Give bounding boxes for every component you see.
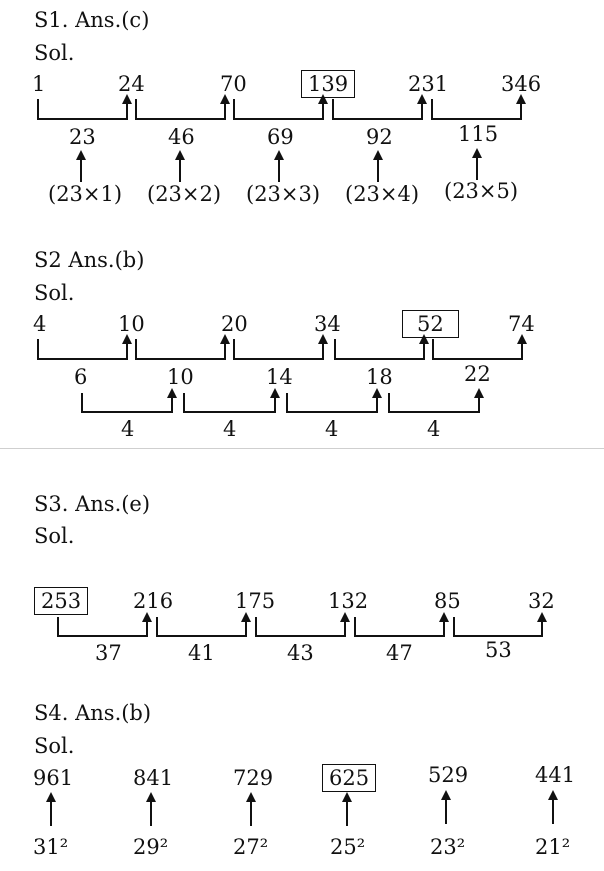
s4-term-6: 441 <box>535 763 576 787</box>
s1-factor-1: (23×1) <box>48 182 123 206</box>
s1-diff-4: 92 <box>366 125 393 149</box>
s2-sol-label: Sol. <box>34 281 75 305</box>
s4-square-arrows <box>46 790 558 826</box>
s2-second-diff-2: 4 <box>223 417 237 441</box>
s3-term-4: 132 <box>328 589 369 613</box>
s2-title: S2 Ans.(b) <box>34 248 145 272</box>
s3-term-6: 32 <box>528 589 555 613</box>
s1-term-1: 1 <box>32 72 46 96</box>
s4-title: S4. Ans.(b) <box>34 701 152 725</box>
s2-diff-5: 22 <box>464 362 491 386</box>
s2-second-diff-3: 4 <box>325 417 339 441</box>
s2-term-4: 34 <box>314 312 341 336</box>
s3-diff-2: 41 <box>188 641 215 665</box>
s1-diff-3: 69 <box>267 125 294 149</box>
s3-term-2: 216 <box>133 589 174 613</box>
s2-term-5-answer: 52 <box>402 310 459 338</box>
s4-square-1: 31² <box>33 835 69 859</box>
s4-sol-label: Sol. <box>34 734 75 758</box>
s2-diff-3: 14 <box>266 365 293 389</box>
s1-diff-1: 23 <box>69 125 96 149</box>
s3-diff-1: 37 <box>95 641 122 665</box>
s1-term-6: 346 <box>501 72 542 96</box>
s1-brackets <box>38 94 526 119</box>
s2-term-2: 10 <box>118 312 145 336</box>
s1-term-3: 70 <box>220 72 247 96</box>
s3-diff-5: 53 <box>485 638 512 662</box>
s3-term-5: 85 <box>434 589 461 613</box>
s2-second-diff-1: 4 <box>121 417 135 441</box>
s1-term-5: 231 <box>408 72 449 96</box>
s4-term-1: 961 <box>33 766 74 790</box>
s4-square-2: 29² <box>133 835 169 859</box>
s1-factor-5: (23×5) <box>444 179 519 203</box>
s4-term-2: 841 <box>133 766 174 790</box>
s1-term-4-answer: 139 <box>301 70 355 98</box>
s2-second-diff-4: 4 <box>427 417 441 441</box>
s1-bracket-4 <box>333 99 422 119</box>
s3-term-1-answer: 253 <box>34 587 88 615</box>
s1-factor-4: (23×4) <box>345 182 420 206</box>
s3-title: S3. Ans.(e) <box>34 492 151 516</box>
s2-diff-2: 10 <box>167 365 194 389</box>
s1-factor-arrows <box>76 148 482 182</box>
s3-sol-label: Sol. <box>34 524 75 548</box>
s2-term-3: 20 <box>221 312 248 336</box>
s3-brackets <box>58 612 547 636</box>
s3-diff-4: 47 <box>386 641 413 665</box>
s2-term-6: 74 <box>508 312 535 336</box>
s1-diff-5: 115 <box>458 122 499 146</box>
s1-term-2: 24 <box>118 72 145 96</box>
s4-term-5: 529 <box>428 763 469 787</box>
s2-diff-4: 18 <box>366 365 393 389</box>
s1-factor-3: (23×3) <box>246 182 321 206</box>
s2-diff-1: 6 <box>74 365 88 389</box>
s4-square-3: 27² <box>233 835 269 859</box>
s2-second-brackets <box>82 388 484 412</box>
s4-square-6: 21² <box>535 835 571 859</box>
s1-sol-label: Sol. <box>34 41 75 65</box>
s1-diff-2: 46 <box>168 125 195 149</box>
s1-factor-2: (23×2) <box>147 182 222 206</box>
s4-term-4-answer: 625 <box>322 764 376 792</box>
s4-term-3: 729 <box>233 766 274 790</box>
s4-square-5: 23² <box>430 835 466 859</box>
s1-bracket-3 <box>234 99 323 119</box>
s1-title: S1. Ans.(c) <box>34 8 150 32</box>
s3-term-3: 175 <box>235 589 276 613</box>
s3-diff-3: 43 <box>287 641 314 665</box>
s1-bracket-5 <box>432 99 521 119</box>
s2-term-1: 4 <box>33 312 47 336</box>
s1-bracket-1 <box>38 99 127 119</box>
s1-bracket-2 <box>136 99 225 119</box>
s4-square-4: 25² <box>330 835 366 859</box>
